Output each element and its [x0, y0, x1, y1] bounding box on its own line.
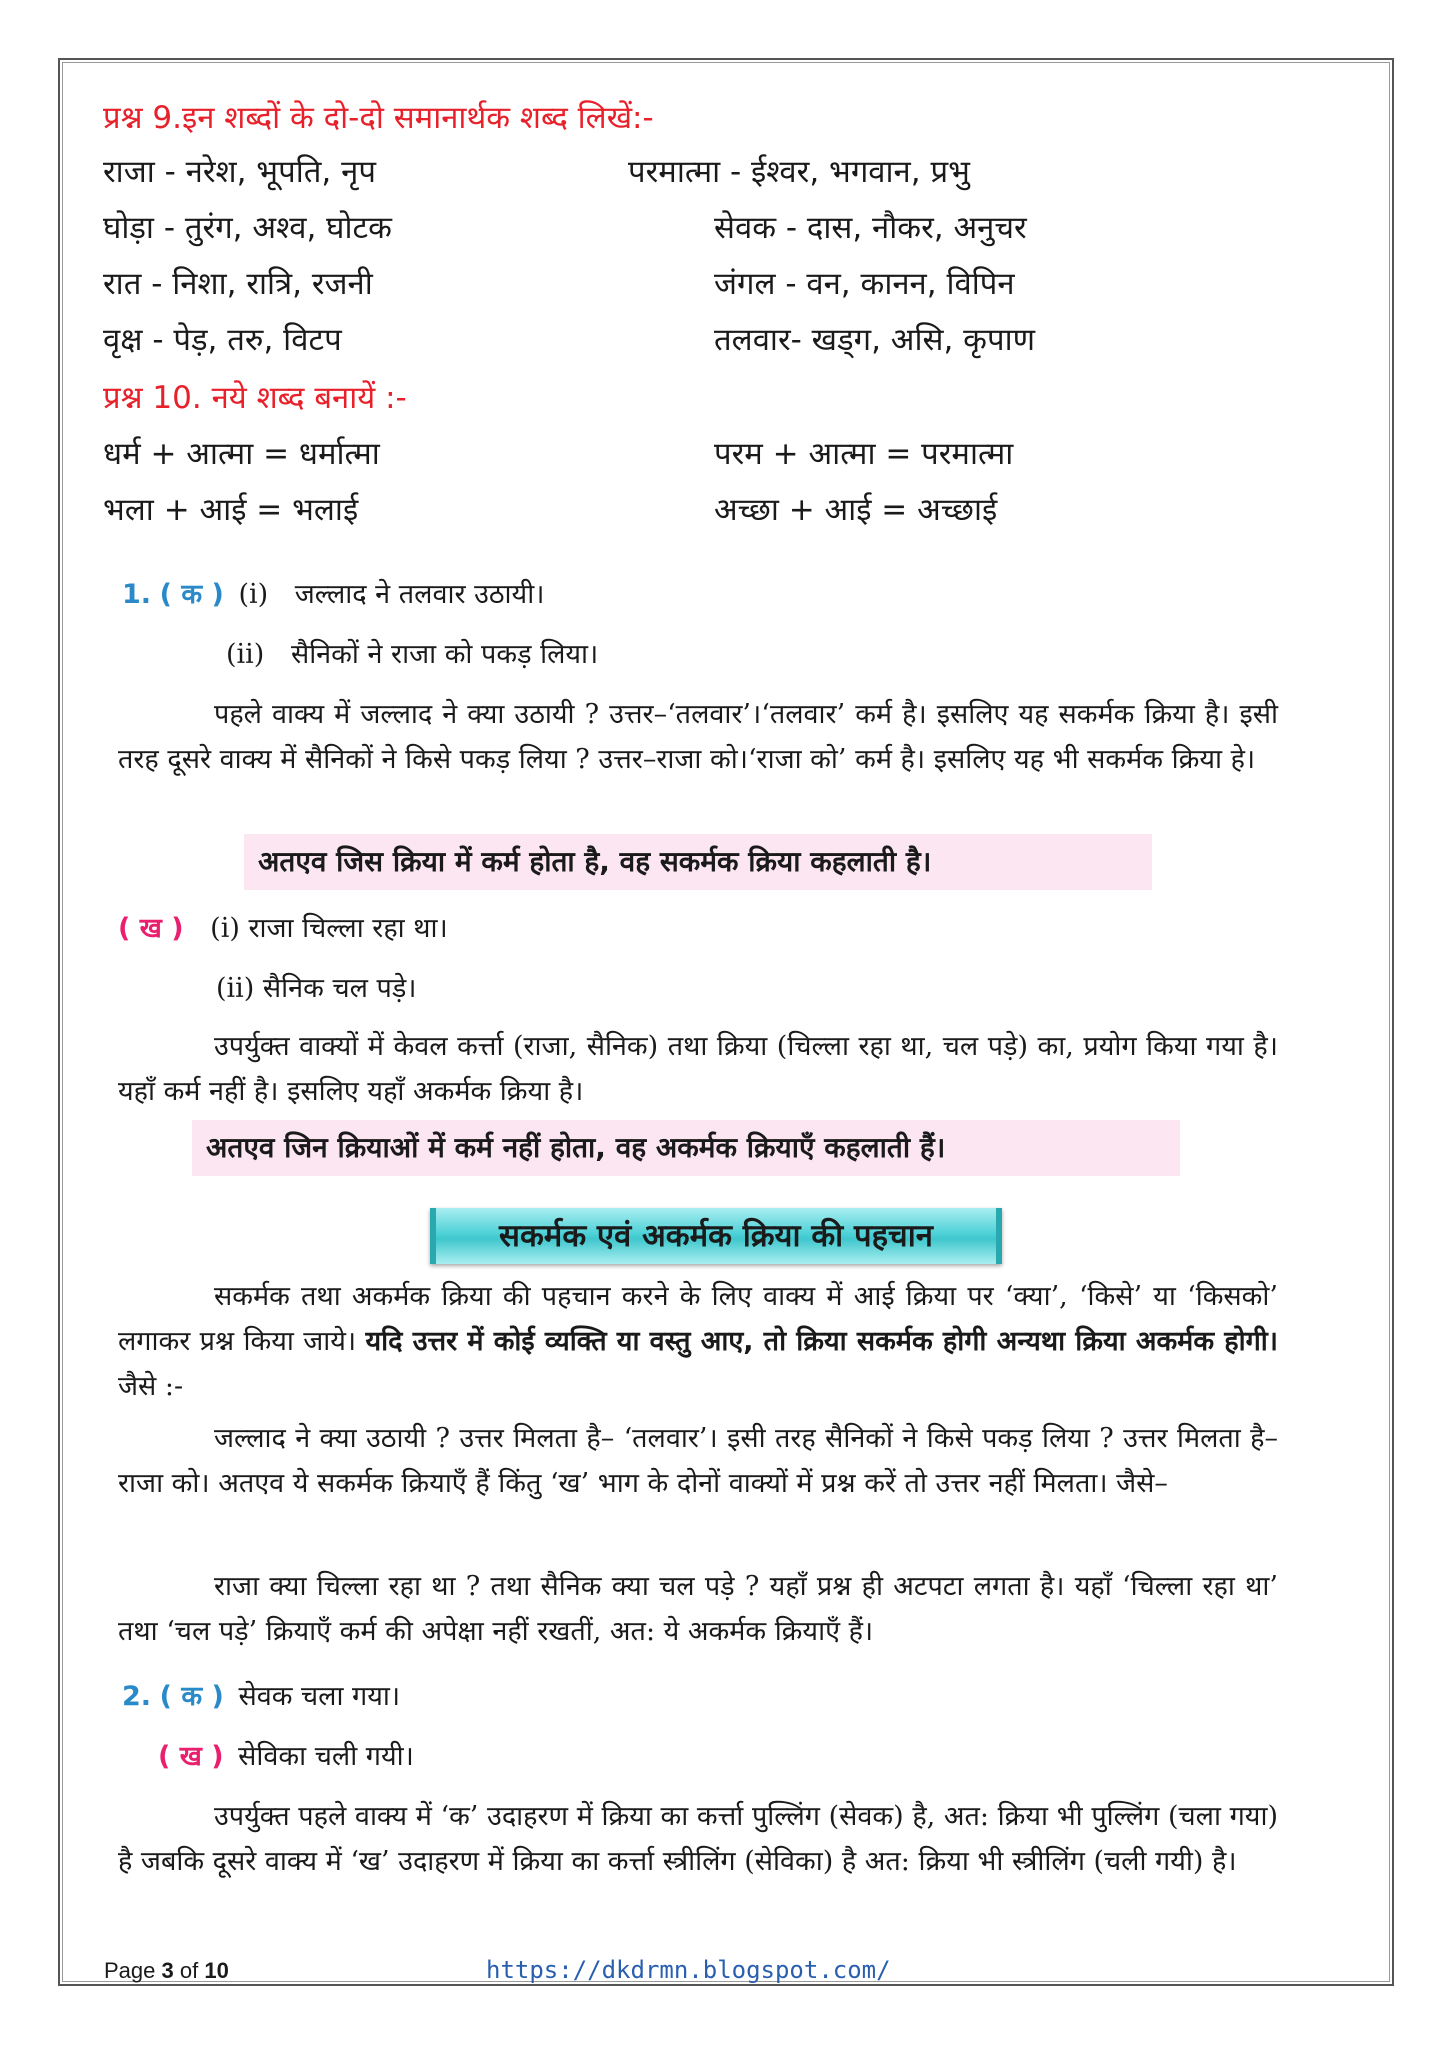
s2-ka-line: [122, 1676, 400, 1713]
s2-ka-text: सेवक चला गया।: [238, 1681, 401, 1712]
identification-paragraph-3: राजा क्या चिल्ला रहा था ? तथा सैनिक क्या चल पड़े ? यहाँ प्रश्न ही अटपटा लगता है। यहाँ ‘चिल्ला रहा था’ तथा ‘चल पड़े’ क्रियाएँ कर्म की अपेक्षा नहीं रखतीं, अत: ये अकर्मक क्रियाएँ हैं।: [118, 1571, 1278, 1647]
s2-kha-text: सेविका चली गयी।: [238, 1741, 414, 1772]
s1-highlight-2: अतएव जिन क्रियाओं में कर्म नहीं होता, वह अकर्मक क्रियाएँ कहलाती हैं।: [192, 1120, 1180, 1176]
s1-kha-i: (i) राजा चिल्ला रहा था।: [210, 913, 448, 944]
s1-ka-ii-line: [226, 634, 598, 671]
q10-left-2: भला + आई = भलाई: [103, 492, 359, 528]
s1-paragraph-2: उपर्युक्त वाक्यों में केवल कर्त्ता (राजा, सैनिक) तथा क्रिया (चिल्ला रहा था, चल पड़े) का, प्रयोग किया गया है। यहाँ कर्म नहीं है। इसलिए यहाँ अकर्मक क्रिया है।: [118, 1031, 1278, 1107]
id-para-1-text: सकर्मक तथा अकर्मक क्रिया की पहचान करने के लिए वाक्य में आई क्रिया पर ‘क्या’, ‘किसे’ या ‘किसको’ लगाकर प्रश्न किया जाये।: [118, 1281, 1278, 1357]
s1-ka-i-num: (i): [238, 579, 269, 610]
page-of: of: [173, 1958, 205, 1983]
s1-number: 1.: [122, 579, 152, 610]
q10-right-2: अच्छा + आई = अच्छाई: [714, 492, 998, 528]
q9-right-1: परमात्मा - ईश्वर, भगवान, प्रभु: [628, 154, 970, 190]
s2-ka-marker: ( क ): [159, 1681, 224, 1712]
s1-kha-marker: ( ख ): [118, 913, 184, 944]
id-para-1-bold: यदि उत्तर में कोई व्यक्ति या वस्तु आए, तो क्रिया सकर्मक होगी अन्यथा क्रिया अकर्मक होगी।: [365, 1326, 1279, 1357]
page-total: 10: [204, 1958, 229, 1983]
s2-paragraph: उपर्युक्त पहले वाक्य में ‘क’ उदाहरण में क्रिया का कर्त्ता पुल्लिंग (सेवक) है, अत: क्रिया भी पुल्लिंग (चला गया) है जबकि दूसरे वाक्य में ‘ख’ उदाहरण में क्रिया का कर्त्ता स्त्रीलिंग (सेविका) है अत: क्रिया भी स्त्रीलिंग (चली गयी) है।: [118, 1801, 1278, 1877]
page-number: [104, 1958, 229, 1984]
q9-left-1: राजा - नरेश, भूपति, नृप: [103, 154, 376, 190]
s1-ka-i-text: जल्लाद ने तलवार उठायी।: [294, 579, 545, 610]
q9-right-4: तलवार- खड्ग, असि, कृपाण: [714, 322, 1036, 358]
page-prefix: Page: [104, 1958, 162, 1983]
s2-number: 2.: [122, 1681, 152, 1712]
s1-kha-ii: (ii) सैनिक चल पड़े।: [216, 973, 417, 1004]
q9-right-2: सेवक - दास, नौकर, अनुचर: [714, 210, 1027, 246]
q10-left-1: धर्म + आत्मा = धर्मात्मा: [103, 436, 380, 472]
q10-right-1: परम + आत्मा = परमात्मा: [714, 436, 1014, 472]
s1-ka-ii-num: (ii): [226, 639, 265, 670]
s1-paragraph-1: पहले वाक्य में जल्लाद ने क्या उठायी ? उत्तर–‘तलवार’।‘तलवार’ कर्म है। इसलिए यह सकर्मक क्रिया है। इसी तरह दूसरे वाक्य में सैनिकों ने किसे पकड़ लिया ? उत्तर–राजा को।‘राजा को’ कर्म है। इसलिए यह भी सकर्मक क्रिया हे।: [118, 699, 1278, 775]
q9-right-3: जंगल - वन, कानन, विपिन: [714, 266, 1015, 302]
q9-left-3: रात - निशा, रात्रि, रजनी: [103, 266, 373, 302]
s1-ka-ii-text: सैनिकों ने राजा को पकड़ लिया।: [290, 639, 599, 670]
q9-title: प्रश्न 9.इन शब्दों के दो-दो समानार्थक शब्द लिखें:-: [103, 100, 654, 136]
identification-paragraph-2: जल्लाद ने क्या उठायी ? उत्तर मिलता है– ‘तलवार’। इसी तरह सैनिकों ने किसे पकड़ लिया ? उत्तर मिलता है– राजा को। अतएव ये सकर्मक क्रियाएँ हैं किंतु ‘ख’ भाग के दोनों वाक्यों में प्रश्न करें तो उत्तर नहीं मिलता। जैसे–: [118, 1423, 1278, 1499]
q9-left-2: घोड़ा - तुरंग, अश्व, घोटक: [103, 210, 392, 246]
footer-url-link[interactable]: https://dkdrmn.blogspot.com/: [486, 1956, 891, 1984]
s1-kha-line: [118, 908, 448, 945]
q10-title: प्रश्न 10. नये शब्द बनायें :-: [103, 380, 407, 416]
s2-kha-marker: ( ख ): [158, 1741, 224, 1772]
id-para-1-example: जैसे :-: [118, 1371, 184, 1402]
s2-kha-line: [158, 1736, 414, 1773]
identification-paragraph-1: [118, 1274, 1278, 1409]
section-heading: सकर्मक एवं अकर्मक क्रिया की पहचान: [430, 1208, 1002, 1264]
q9-left-4: वृक्ष - पेड़, तरु, विटप: [103, 322, 342, 358]
s1-highlight-1: अतएव जिस क्रिया में कर्म होता है, वह सकर्मक क्रिया कहलाती है।: [244, 834, 1152, 890]
s1-ka-line: [122, 574, 544, 611]
page-current: 3: [161, 1958, 174, 1983]
s1-ka-marker: ( क ): [159, 579, 224, 610]
